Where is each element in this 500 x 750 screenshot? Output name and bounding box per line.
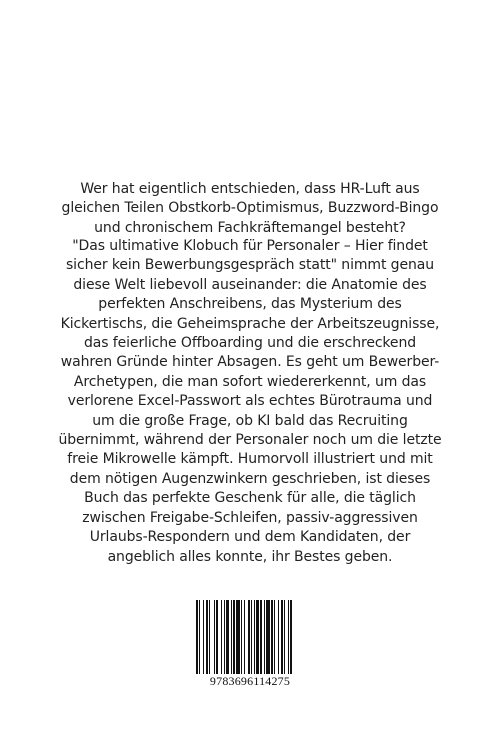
barcode-bar [203, 600, 204, 674]
barcode-bar [241, 600, 242, 674]
barcode-bar [248, 600, 250, 674]
barcode-bar [288, 600, 289, 674]
barcode-bar [281, 600, 283, 674]
barcode-bar [266, 600, 270, 674]
barcode-bar [214, 600, 215, 674]
barcode-bar [260, 600, 262, 674]
barcode-bar [206, 600, 208, 674]
barcode-bar [216, 600, 218, 674]
barcode-bar [231, 600, 232, 674]
isbn-barcode [190, 600, 310, 692]
barcode-bar [264, 600, 265, 674]
barcode-bar [274, 600, 275, 674]
barcode-bar [196, 600, 198, 674]
barcode-bar [236, 600, 240, 674]
isbn-number: 9783696114275 [209, 674, 291, 688]
barcode-bar [226, 600, 229, 674]
barcode-bar [244, 600, 245, 674]
barcode-icon [190, 600, 310, 674]
book-description: "Das ultimative Klobuch für Personaler – Hier findet sicher kein Bewerbungsgespräch statt" nimmt genau diese Welt liebevoll auseinander: die Anatomie des perfekten Anschreibens, das Mysterium des Kickertischs, die Geheimsprache der Arbeitszeugnisse, das feierliche Offboarding und die erschreckend wahren Gründe hinter Absagen. Es geht um Bewerber-Archetypen, die man sofort wiedererkennt, um das verlorene Excel-Passwort als echtes Bürotrauma und um die große Frage, ob KI bald das Recruiting übernimmt, während der Personaler noch um die letzte freie Mikrowelle kämpft. Humorvoll illustriert und mit dem nötigen Augenzwinkern geschrieben, ist dieses Buch das perfekte Geschenk für alle, die täglich zwischen Freigabe-Schleifen, passiv-aggressiven Urlaubs-Respondern und dem Kandidaten, der angeblich alles konnte, ihr Bestes geben. [58, 238, 442, 565]
barcode-bar [233, 600, 235, 674]
barcode-bar [256, 600, 259, 674]
barcode-bar [284, 600, 285, 674]
barcode-bar [254, 600, 255, 674]
barcode-bar [271, 600, 273, 674]
barcode-bar [199, 600, 200, 674]
barcode-bar [221, 600, 222, 674]
barcode-bar [224, 600, 225, 674]
barcode-bar [278, 600, 279, 674]
barcode-bar [251, 600, 252, 674]
barcode-bar [290, 600, 292, 674]
barcode-bar [209, 600, 210, 674]
intro-question: Wer hat eigentlich entschieden, dass HR-Luft aus gleichen Teilen Obstkorb-Optimismus, Buzzword-Bingo und chronischem Fachkräftemangel besteht? [61, 181, 439, 236]
